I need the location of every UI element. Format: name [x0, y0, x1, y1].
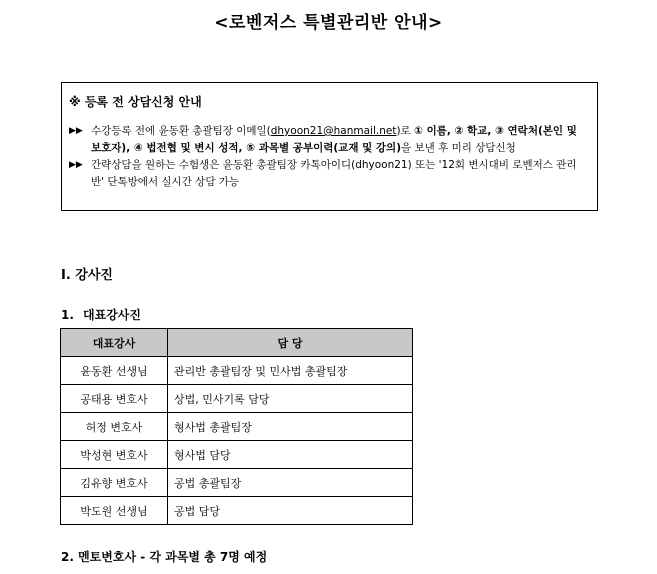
instructor-name: 윤동환 선생님: [61, 357, 168, 385]
column-header-instructor: 대표강사: [61, 329, 168, 357]
instructor-name: 공태용 변호사: [61, 385, 168, 413]
table-header-row: [61, 329, 413, 357]
instructor-table: [60, 328, 413, 525]
instructor-name: 허정 변호사: [61, 413, 168, 441]
notice-line-2: [69, 157, 587, 191]
instructor-name: 박성현 변호사: [61, 441, 168, 469]
notice-line1-pre: 수강등록 전에 윤동환 총괄팀장 이메일(: [91, 125, 271, 137]
arrow-bullet-icon: ▶▶: [69, 126, 83, 136]
subsection-heading-lead: [61, 306, 141, 323]
instructor-role: 공법 총괄팀장: [168, 469, 413, 497]
column-header-role: 담 당: [168, 329, 413, 357]
notice-line1-post: )로: [396, 125, 415, 137]
notice-box: [61, 82, 598, 211]
notice-line2-text: 간략상담을 원하는 수험생은 윤동환 총괄팀장 카톡아이디(dhyoon21) 또는 '12회 변시대비 로벤저스 관리반' 단톡방에서 실시간 상담 가능: [91, 159, 577, 188]
table-row: [61, 413, 413, 441]
instructor-role: 형사법 담당: [168, 441, 413, 469]
table-row: [61, 357, 413, 385]
section-heading-instructors: Ⅰ. 강사진: [61, 268, 113, 283]
notice-line1-bold: ① 이름, ② 학교, ③ 연락처(본인 및 보호자), ④ 법전협 및 변시 성적, ⑤ 과목별 공부이력(교재 및 강의): [91, 125, 577, 154]
table-row: [61, 469, 413, 497]
subsection-label: 대표강사진: [83, 308, 141, 322]
instructor-role: 관리반 총괄팀장 및 민사법 총괄팀장: [168, 357, 413, 385]
table-row: [61, 441, 413, 469]
instructor-role: 상법, 민사기록 담당: [168, 385, 413, 413]
instructor-name: 박도원 선생님: [61, 497, 168, 525]
notice-heading: ※ 등록 전 상담신청 안내: [69, 95, 202, 109]
email-link[interactable]: dhyoon21@hanmail.net: [270, 125, 397, 137]
notice-line1-tail: 을 보낸 후 미리 상담신청: [401, 142, 516, 154]
arrow-bullet-icon: ▶▶: [69, 160, 83, 170]
instructor-name: 김유향 변호사: [61, 469, 168, 497]
table-row: [61, 497, 413, 525]
table-row: [61, 385, 413, 413]
page-title: <로벤저스 특별관리반 안내>: [214, 13, 443, 33]
notice-line-1: [69, 123, 587, 157]
subsection-heading-mentors: 2. 멘토변호사 - 각 과목별 총 7명 예정: [61, 550, 268, 564]
instructor-role: 형사법 총괄팀장: [168, 413, 413, 441]
subsection-number: 1.: [61, 308, 74, 322]
instructor-role: 공법 담당: [168, 497, 413, 525]
